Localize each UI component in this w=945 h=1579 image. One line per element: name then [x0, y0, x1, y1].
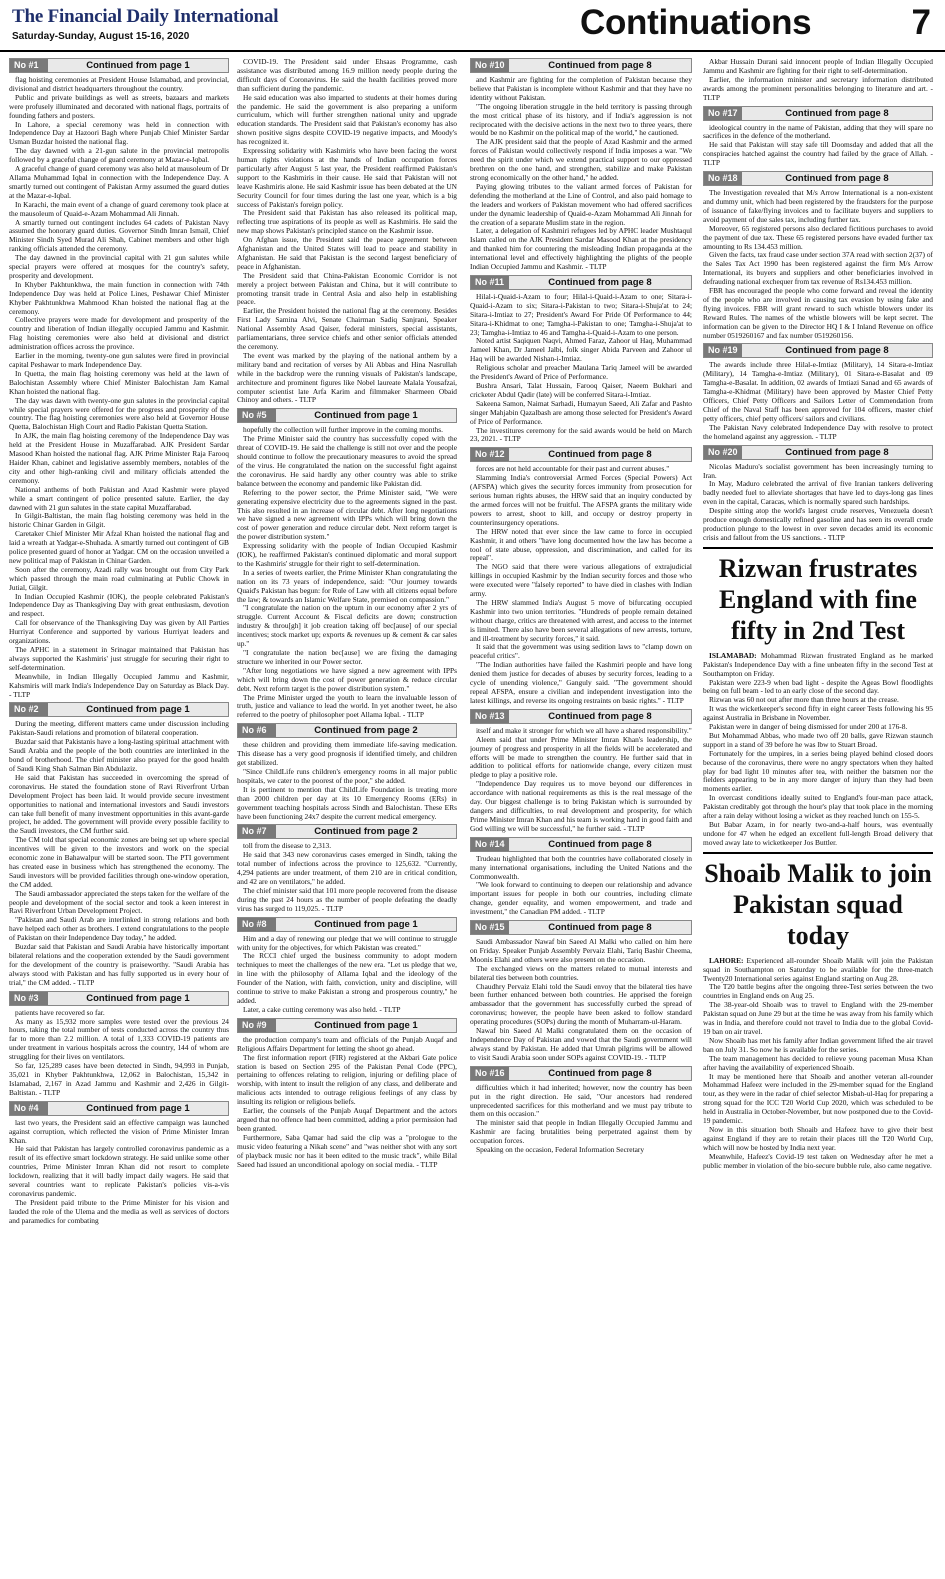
paragraph: Now in this situation both Shoaib and Hafeez have to give their best against England if they are to retain their places till the T20 World Cup, which will now be hosted by India next year. — [703, 1124, 933, 1152]
story-continued-label: Continued from page 1 — [48, 703, 228, 716]
paragraph: The RCCI chief urged the business community to adopt modern techniques to meet the challenges of the new era. "Let us pledge that we, in line with the philosophy of Allama Iqbal and the ideology of the Founder of the Nation, with faith, conviction, unity and discipline, will continue to strive to make Pakistan a strong and prosperous country," he added. — [237, 951, 457, 1005]
feature-lead — [703, 957, 933, 984]
story-tag — [237, 723, 457, 738]
paragraph: Collective prayers were made for development and prosperity of the country and liberation of Indian illegally occupied Jammu and Kashmir. Flag hoisting ceremonies were also held at divisional and district administration offices across the province. — [9, 315, 229, 352]
paragraph: A graceful change of guard ceremony was also held at mausoleum of Dr Allama Muhammad Iqbal in connection with the Independence Day. A smartly turned out contingent of Pakistan Army assumed the guard duties at the Mazar-e-Iqbal. — [9, 164, 229, 200]
story-continued-label: Continued from page 8 — [509, 59, 691, 72]
story-body — [703, 124, 933, 169]
lead-text: Mohammad Rizwan frustrated England as he marked Pakistan's Independence Day with a fine unbeaten fifty in the second Test at Southampton on Friday. — [703, 650, 933, 678]
continuation-story — [237, 1018, 457, 1170]
paragraph: Later, a cake cutting ceremony was also held. - TLTP — [243, 1004, 401, 1014]
feature-story-shoaib — [703, 852, 933, 1171]
column-3 — [470, 58, 692, 1573]
story-tag — [237, 917, 457, 932]
paragraph: But Babar Azam, in for nearly two-and-a-half hours, was eventually undone for 47 when he edged an excellent full-length Broad delivery that moved away late to wicketkeeper Jos Buttler. — [703, 820, 933, 847]
paragraph: Earlier, the information minister and secretary information distributed awards among the prominent personalities belonging to literature and art. - TLTP — [703, 74, 933, 102]
continuation-story — [9, 1101, 229, 1226]
continuation-story — [9, 991, 229, 1098]
paragraph: The investitures ceremony for the said awards would be held on March 23, 2021. - TLTP — [470, 425, 692, 444]
paragraph: In Indian Occupied Kashmir (IOK), the people celebrated Pakistan's Independence Day as Thanksgiving Day with great enthusiasm, devotion and respect. — [9, 591, 229, 619]
story-number: No #14 — [471, 838, 509, 851]
column-2 — [237, 58, 457, 1573]
story-number: No #4 — [10, 1102, 48, 1115]
continuation-story — [470, 920, 692, 1063]
story-body — [470, 1084, 692, 1155]
paragraph: Furthermore, Saba Qamar had said the clip was a "prologue to the music video featuring a Nikah scene" and "was neither shot with any sort of playback music nor has it been edited to the music track", while Bilal Saeed had issued an unconditional apology on social media. - TLTP — [237, 1132, 457, 1169]
story-body — [9, 720, 229, 987]
paragraph: "The Indian authorities have failed the Kashmiri people and have long denied them justice for decades of abuses by security forces, leading to a cycle of unending violence," Ganguly said. "The government should repeal AFSPA, ensure a civilian and independent investigation into the latest killings, and reverse its ongoing restraints on basic rights." - TLTP — [470, 660, 692, 705]
paragraph: Meanwhile, in Indian Illegally Occupied Jammu and Kashmir, Kahsmiris will mark India's Independence Day on Saturday as Black Day. - TLTP — [9, 671, 229, 699]
paragraph: toll from the disease to 2,313. — [243, 841, 332, 851]
column-4 — [703, 58, 933, 1573]
story-body — [703, 58, 933, 103]
paragraph: "Since ChildLife runs children's emergency rooms in all major public hospitals, we cater to the poorest of the poor," she added. — [237, 766, 457, 785]
story-number: No #7 — [238, 825, 276, 838]
story-body — [9, 1119, 229, 1226]
story-tag — [703, 171, 933, 186]
paragraph: The HRW noted that ever since the law came to force in occupied Kashmir, it and others "have long documented how the law has become a tool of state abuse, oppression, and discrimination, and called for its repeal". — [470, 526, 692, 563]
continuation-story — [470, 1066, 692, 1155]
paragraph: The President said that China-Pakistan Economic Corridor is not merely a project between Pakistan and China, but it will contribute to promoting transit trade in Central Asia and also help in establishing peace. — [237, 270, 457, 307]
continuation-story — [470, 709, 692, 834]
story-body — [237, 842, 457, 913]
paragraph: Akbar Hussain Durani said innocent people of Indian Illegally Occupied Jammu and Kashmir are fighting for their right to self-determination. — [703, 58, 933, 75]
paragraph: The CM told that special economic zones are being set up where special incentives will be given to the investors and work on the special economic zone in Bahawalpur will be started soon. The PTI government has created ease in business which has strengthened the economy. The Saudi investors will be provided facilities through one-window operation, the CM added. — [9, 835, 229, 889]
paragraph: The President said that Pakistan has also released its political map, reflecting true aspirations of its people as well as Kashmiris. He said the new map shows Pakistan's principled stance on the Kashmir issue. — [237, 208, 457, 236]
continuation-story — [470, 58, 692, 272]
paragraph: hopefully the collection will further improve in the coming months. — [243, 425, 443, 435]
paragraph: Pakistan were in danger of being dismissed for under 200 at 176-8. — [709, 722, 908, 732]
paragraph: ideological country in the name of Pakistan, adding that they will spare no sacrifices in the defence of the motherland. — [703, 122, 933, 141]
lead-text: Experienced all-rounder Shoaib Malik will join the Pakistan squad in Southampton on Saturday to be available for the three-match Twenty20 International series against England starting on Aug 28. — [703, 955, 933, 983]
paragraph: Speaking on the occasion, Federal Information Secretary — [476, 1145, 645, 1155]
story-continued-label: Continued from page 1 — [276, 918, 456, 931]
story-tag — [703, 343, 933, 358]
story-tag — [470, 1066, 692, 1081]
paragraph: flag hoisting ceremonies at President House Islamabad, and provincial, divisional and district headquarters throughout the country. — [9, 75, 229, 93]
story-number: No #2 — [10, 703, 48, 716]
paragraph: Given the facts, tax fraud case under section 37A read with section 2(37) of the Sales Tax Act 1990 has been registered against the firm M/s Arrow International, its buyers and suppliers and other beneficiaries involved in defrauding national exchequer from tax revenue of Rs134.453 million. — [703, 250, 933, 287]
paragraph: He said that Pakistan has succeeded in overcoming the spread of coronavirus. He stated the foundation stone of Ravi Riverfront Urban Development Project has been laid. It would provide secure investment opportunities to national and international investors and Saudi investors can take full benefit of many investment opportunities in this avant-garde project, he added. The government will provide every possible facility to the Saudi investors, the CM further said. — [9, 772, 229, 836]
paragraph: The awards include three Hilal-e-Imtiaz (Military), 14 Sitara-e-Imtiaz (Military), 14 Tamgha-e-Imtiaz (Military), 01 Sitara-e-Basalat and 09 Tamgha-e-Basalat. In addition, 02 awards of Imtiazi Sanad and 65 awards of Tamgha-e-Khidmat (Military) have been approved by Master Chief Petty Officers, Chief Petty Officers and Sailors Letter of Commendation from Chief of the Naval Staff has been approved for 104 officers, master chief petty officers, chief petty officers/ sailors and civilians. — [703, 360, 933, 423]
story-number: No #16 — [471, 1067, 509, 1080]
paragraph: Now Shoaib has met his family after Indian government lifted the air travel ban on July 31. So now he is available for the series. — [703, 1035, 933, 1054]
paragraph: In Quetta, the main flag hoisting ceremony was held at the lawn of Balochistan Assembly where Chief Minister Balochistan Jam Kamal Khan hoisted the national flag. — [9, 368, 229, 396]
paragraph: It may be mentioned here that Shoaib and another veteran all-rounder Mohammad Hafeez were included in the 29-member squad for the England tour, as they were in the radar of chief selector Misbah-ul-Haq for preparing a strong squad for the ICC T20 World Cup 2020, which was scheduled to be held in Australia in October-November, but now postponed due to the Covid-19 pandemic. — [703, 1071, 933, 1126]
paragraph: Call for observance of the Thanksgiving Day was given by All Parties Hurriyat Conference and supported by various Hurriyat leaders and organizations. — [9, 618, 229, 646]
story-tag — [470, 275, 692, 290]
paragraph: Soon after the ceremony, Azadi rally was brought out from City Park which passed through the main road culminating at Public Chowk in Jutial, Gilgit. — [9, 564, 229, 592]
story-tag — [470, 709, 692, 724]
paragraph: Chaudhry Pervaiz Elahi told the Saudi envoy that the bilateral ties have been further enhanced between both countries. He apprised the foreign ambassador that the government has successfully curbed the spread of coronavirus; however, the people have been asked to follow standard operating procedures (SOPs) during the month of Muharram-ul-Haram. — [470, 981, 692, 1027]
story-continued-label: Continued from page 2 — [276, 825, 456, 838]
story-tag — [237, 1018, 457, 1033]
paragraph: The event was marked by the playing of the national anthem by a military band and recitation of verses by Ali Abbas and Hina Nasrullah while in the backdrop were the running visuals of Pakistan's landscape, architecture and prominent figures like Nobel laureate Malala Yousafzai, computer scientist late Arfa Karim and filmmaker Sharmeen Obaid Chinoy and others. - TLTP — [237, 350, 457, 405]
paragraph: During the meeting, different matters came under discussion including Pakistan-Saudi relations and promotion of bilateral cooperation. — [9, 719, 229, 738]
story-body — [703, 361, 933, 441]
paragraph: National anthems of both Pakistan and Azad Kashmir were played while a smart contingent of police presented salute. Earlier, the day dawned with 21 gun salutes in the state capital Muzaffarabad. — [9, 484, 229, 512]
story-body — [470, 855, 692, 917]
paragraph: Expressing solidarity with Kashmiris who have been facing the worst human rights violations at the hands of Indian occupation forces particularly after August 5 last year, the President reaffirmed Pakistan's support to the Kashmiris in their cause. He said that Pakistan will not leave Kashmiris alone. He said Kashmir issue has been debated at the UN Security Council for four times during the last one year, which is a big success of Pakistan's foreign policy. — [237, 146, 457, 209]
continuation-story — [703, 171, 933, 340]
continuation-story — [470, 837, 692, 917]
paragraph: Paying glowing tributes to the valiant armed forces of Pakistan for defending the motherland at the Line of Control, and also paid homage to the leaders and workers of Pakistan movement who had offered sacrifices under the dynamic leadership of Quaid-e-Azam Mohammad Ali Jinnah for the creation of a separate Muslim state in the region. — [470, 181, 692, 227]
story-continued-label: Continued from page 8 — [742, 172, 932, 185]
paragraph: It is pertinent to mention that ChildLife Foundation is treating more than 2000 children per day at its 10 Emergency Rooms (ERs) in government teaching hospitals across Sindh and Balochistan. These ERs have been functioning 24x7 despite the current medical emergency. — [237, 784, 457, 821]
story-continued-label: Continued from page 8 — [509, 710, 691, 723]
story-number: No #6 — [238, 724, 276, 737]
paragraph: Saudi Ambassador Nawaf bin Saeed Al Malki who called on him here on Friday. Speaker Punjab Assembly Pervaiz Elahi, Tariq Bashir Cheema, Moonis Elahi and others were also present on the occasion. — [470, 937, 692, 964]
paragraph: Rizwan was 60 not out after more than three hours at the crease. — [709, 695, 899, 705]
paragraph: It was the wicketkeeper's second fifty in eight career Tests following his 95 against Australia in Brisbane in November. — [703, 704, 933, 723]
paragraph: In Lahore, a special ceremony was held in connection with Independence Day at Hazoori Bagh where Punjab Chief Minister Sardar Usman Buzdar hoisted the national flag. — [9, 119, 229, 147]
column-4-stories — [703, 58, 933, 543]
story-continued-label: Continued from page 1 — [276, 1019, 456, 1032]
story-number: No #8 — [238, 918, 276, 931]
paragraph: The day was dawn with twenty-one gun salutes in the provincial capital while special prayers were offered for the progress and prosperity of the country. The flag hoisting ceremonies were also held at Governor House Quetta, Balochistan High Court and Radio Pakistan Quetta Station. — [9, 395, 229, 432]
story-number: No #9 — [238, 1019, 276, 1032]
paragraph: In a series of tweets earlier, the Prime Minister Khan congratulating the nation on its 73 years of independence, said: "Our journey towards Quaid's Pakistan has begun: for Rule of Law with all citizens equal before the law; & towards an Islamic Welfare State, premised on compassion." — [237, 567, 457, 604]
story-tag — [703, 445, 933, 460]
story-number: No #17 — [704, 107, 742, 120]
paragraph: The Prime Minister said the country has successfully coped with the threat of COVID-19. He said the challenge is still not over and the people should continue to follow the precautionary measures to avoid the spread of the virus. He congratulated the nation on the successful fight against the coronavirus. He said hardly any other country was able to strike balance between the economy and pandemic like Pakistan did. — [237, 434, 457, 488]
paragraph: Trudeau highlighted that both the countries have collaborated closely in many international organisations, including the United Nations and the Commonwealth. — [470, 853, 692, 881]
paragraph: A smartly turned out contingent includes 64 cadets of Pakistan Navy assumed the honorary guard duties. Governor Sindh Imran Ismail, Chief Minister Sindh Syed Murad Ali Shah, Cabinet members and other high ranking officials attended the ceremony. — [9, 217, 229, 254]
feature-lead — [703, 652, 933, 679]
story-tag — [237, 408, 457, 423]
paragraph: The day dawned with a 21-gun salute in the provincial metropolis followed by a graceful change of guard ceremony at Mazar-e-Iqbal. — [9, 146, 229, 165]
paragraph: The President paid tribute to the Prime Minister for his vision and lauded the role of the Ulema and the media as well as services of doctors and paramedics for combating — [9, 1197, 229, 1225]
continuation-story — [703, 343, 933, 441]
paragraph: He said that Pakistan will stay safe till Doomsday and added that all the conspiracies hatched against the country had failed by the grace of Allah. - TLTP — [703, 140, 933, 168]
paragraph: Earlier, the President hoisted the national flag at the ceremony. Besides First Lady Samina Alvi, Senate Chairman Sadiq Sanjrani, Speaker National Assembly Asad Qaiser, federal ministers, special assistants, parliamentarians, three service chiefs and other senior officials attended the ceremony. — [237, 306, 457, 351]
paragraph: these children and providing them immediate life-saving medication. This disease has a very good prognosis if identified timely, and children get stabilized. — [237, 740, 457, 768]
paragraph: Aleem said that under Prime Minister Imran Khan's leadership, the journey of progress and prosperity in all the fields will be accelerated and efforts will be made to strengthen the country. He further said that in addition to political efforts for nationwide change, every citizen must pledge to play a positive role. — [470, 734, 692, 780]
continuation-story — [237, 723, 457, 821]
paragraph: Buzdar said that Pakistanis have a long-lasting spiritual attachment with Saudi Arabia and the people of the both countries are interlinked in the bond of brotherhood. The chief minister also prayed for the good health of Saudi King Shah Salman Bin Abdulaziz. — [9, 737, 229, 773]
paragraph: "Pakistan and Saudi Arab are interlinked in strong relations and both have helped each other as brothers. I extend congratulations to the people of Pakistan on their Independence Day today," he added. — [9, 915, 229, 943]
dateline: LAHORE: — [709, 955, 744, 965]
story-number: No #12 — [471, 448, 509, 461]
feature-headline: Shoaib Malik to join Pakistan squad today — [703, 852, 933, 951]
paragraph: "I congratulate the nation bec[ause] we are fixing the damaging structure we inherited in our Power sector. — [237, 648, 457, 666]
paragraph: In Karachi, the main event of a change of guard ceremony took place at the mausoleum of Quaid-e-Azam Mohammad Ali Jinnah. — [9, 199, 229, 218]
dateline: ISLAMABAD: — [709, 650, 757, 660]
paragraph: Noted artist Saqiquen Naqvi, Ahmed Faraz, Zahoor ul Haq, Muhammad Jameel Khan, Dr Jameel Jalbi, folk singer Abida Parveen and Zahoor ul Haq will be awarded Nishan-i-Imtiaz. — [470, 336, 692, 364]
paragraph: Earlier, the counsels of the Punjab Auqaf Department and the actors argued that no offence had been committed, adding a prior permission had been granted. — [237, 1106, 457, 1133]
story-body — [9, 1009, 229, 1098]
section-title: Continuations — [580, 3, 812, 42]
story-body — [237, 741, 457, 821]
paragraph: The Prime Minister urged the youth to learn the invaluable lesson of truth, justice and valiance to lead the world. In yet another tweet, he also referred to the poetry of philosopher poet Allama Iqbal. - TLTP — [237, 692, 457, 720]
story-continued-label: Continued from page 8 — [742, 344, 932, 357]
story-body — [470, 727, 692, 834]
paragraph: Caretaker Chief Minister Mir Afzal Khan hoisted the national flag and laid a wreath at Yadgar-e-Shuhada. A smartly turned out contingent of GB police presented guard of honor at Yadgar. CM on the occasion unveiled a new political map of Pakistan in Chinar Garden. — [9, 529, 229, 565]
paragraph: In Khyber Pakhtunkhwa, the main function in connection with 74th Independence Day was held at Police Lines, Peshawar Chief Minister Khyber Pakhtunkhwa Mahmood Khan hoisted the national flag at the ceremony. — [9, 279, 229, 316]
story-number: No #5 — [238, 409, 276, 422]
paragraph: Him and a day of renewing our pledge that we will continue to struggle with unity for the objectives, for which Pakistan was created." — [237, 933, 457, 952]
story-body — [9, 76, 229, 699]
story-body — [237, 1036, 457, 1170]
story-number: No #20 — [704, 446, 742, 459]
story-tag — [703, 106, 933, 121]
story-number: No #18 — [704, 172, 742, 185]
column-1 — [9, 58, 229, 1573]
story-continued-label: Continued from page 1 — [48, 992, 228, 1005]
paragraph: Referring to the power sector, the Prime Minister said, "We were generating expensive electricity due to the agreements signed in the past. This also resulted in an increase of circular debt. After long negotiations we have signed a new agreement with IPPs which will bring down the cost of power generation and reduce circular debt. Next reform target is the power distribution system." — [237, 487, 457, 542]
continuation-story — [470, 275, 692, 444]
paragraph: The day dawned in the provincial capital with 21 gun salutes while special prayers were offered at mosques for the country's safety, prosperity and development. — [9, 253, 229, 280]
paragraph: The exchanged views on the matters related to mutual interests and bilateral ties between both countries. — [470, 963, 692, 982]
paragraph: The 38-year-old Shoaib was to travel to England with the 29-member Pakistan squad on June 29 but at the time he was away from his family which was in India, and therefore could not travel to India due to the global Covid-19 ban on air travel. — [703, 1000, 933, 1036]
paragraph: itself and make it stronger for which we all have a shared responsibility." — [476, 725, 692, 735]
story-body — [470, 938, 692, 1063]
story-body — [237, 58, 457, 405]
continuation-story — [9, 58, 229, 699]
story-number: No #3 — [10, 992, 48, 1005]
paragraph: In Gilgit-Baltistan, the main flag hoisting ceremony was held in the historic Chinar Garden in Gilgit. — [9, 511, 229, 530]
paragraph: The HRW slammed India's August 5 move of bifurcating occupied Kashmir into two union territories. "Hundreds of people remain detained without charge, critics are threatened with arrest, and access to the internet is limited. There also have been several allegations of new arrests, torture, and ill-treatment by security forces," it said. — [470, 597, 692, 643]
story-tag — [9, 1101, 229, 1116]
story-tag — [470, 447, 692, 462]
paragraph: last two years, the President said an effective campaign was launched against corruption, which reflected the vision of Prime Minister Imran Khan. — [9, 1117, 229, 1145]
paragraph: Moreover, 65 registered persons also declared fictitious purchases to avoid the payment of due tax. These 65 registered persons have evaded further tax amounting to Rs 134.453 million. — [703, 223, 933, 251]
paragraph: Earlier in the morning, twenty-one gun salutes were fired in provincial capital Peshawar to mark Independence Day. — [9, 351, 229, 369]
paragraph: The Investigation revealed that M/s Arrow International is a non-existent and dummy unit, which had been registered by the fraudsters for the purpose of issuance of fake/flying invoices and to facilitate buyers and suppliers to avoid payment of due sales tax, including further tax. — [703, 188, 933, 224]
paragraph: So far, 125,289 cases have been detected in Sindh, 94,993 in Punjab, 35,021 in Khyber Pakhtunkhwa, 12,062 in Balochistan, 15,342 in Islamabad, 2,167 in Azad Jammu and Kashmir and 2,426 in Gilgit-Baltistan. - TLTP — [9, 1061, 229, 1097]
paragraph: The team management has decided to relieve young paceman Musa Khan after having the availability of experienced Shoaib. — [703, 1053, 933, 1072]
paragraph: But Mohammad Abbas, who made two off 20 balls, gave Rizwan staunch support in a stand of 39 before he was lbw to Stuart Broad. — [703, 730, 933, 749]
story-tag — [470, 58, 692, 73]
paragraph: Bushra Ansari, Talat Hussain, Farooq Qaiser, Naeem Bukhari and cricketer Abdul Qadir (late) will be conferred Sitara-i-Imtiaz. — [470, 381, 692, 399]
paragraph: Public and private buildings as well as streets, bazaars and markets were profusely illuminated and decorated with national flags, portraits of founding fathers and posters. — [9, 92, 229, 120]
paragraph: In May, Maduro celebrated the arrival of five Iranian tankers delivering badly needed fuel to alleviate shortages that have led to days-long gas lines even in the capital, Caracas, which is normally spared such hardships. — [703, 479, 933, 507]
story-tag — [9, 58, 229, 73]
continuation-story — [703, 445, 933, 543]
paragraph: As many as 15,932 more samples were tested over the previous 24 hours, taking the total number of tests conducted across the country thus far to more than 2.2 million. A total of 1,333 COVID-19 patients are under treatment in various hospitals across the country, 144 of whom are struggling for their lives on ventilators. — [9, 1016, 229, 1062]
story-tag — [237, 824, 457, 839]
continuation-story — [237, 58, 457, 405]
paragraph: The NGO said that there were various allegations of extrajudicial killings in occupied Kashmir by the Indian security forces and those who were executed were "falsely reported" to have died in clashes with Indian army. — [470, 562, 692, 599]
paragraph: and Kashmir are fighting for the completion of Pakistan because they believe that Pakistan is incomplete without Kashmir and that they have no identity without Pakistan. — [470, 75, 692, 102]
paragraph: Slamming India's controversial Armed Forces (Special Powers) Act (AFSPA) which gives the security forces immunity from prosecution for serious human rights abuses, the HRW said that an inquiry conducted by the armed forces will not be fruitful. The AFSPA grants the military wide powers to arrest, shoot to kill, and occupy or destroy property in counterinsurgency operations. — [470, 473, 692, 527]
newspaper-name: The Financial Daily International — [12, 6, 279, 27]
paragraph: The chief minister said that 101 more people recovered from the disease during the past 24 hours as the number of people defeating the deadly virus has surged to 119,025. - TLTP — [237, 885, 457, 913]
story-continued-label: Continued from page 1 — [276, 409, 456, 422]
story-body — [470, 76, 692, 272]
feature-body — [703, 652, 933, 848]
story-body — [703, 463, 933, 543]
paragraph: COVID-19. The President said under Ehsaas Programme, cash assistance was distributed among 16.9 million needy people during the difficult days of Coronavirus. He said the health facilities proved more than sufficient during the pandemic. — [237, 58, 457, 93]
page-number: 7 — [911, 3, 931, 42]
continuation-story — [237, 408, 457, 720]
paragraph: It said that the government was using sedition laws to "clamp down on peaceful critics". — [470, 642, 692, 661]
story-number: No #10 — [471, 59, 509, 72]
story-continued-label: Continued from page 8 — [509, 276, 691, 289]
paragraph: patients have recovered so far. — [15, 1007, 105, 1017]
paragraph: The AJK president said that the people of Azad Kashmir and the armed forces of Pakistan would collectively respond if India imposes a war. "We need the spirit under which we extend practical support to our oppressed brethren on the one hand, and strengthen, stabilize and make Pakistan strong economically on the other hand," he added. — [470, 137, 692, 182]
story-tag — [9, 702, 229, 717]
paragraph: Despite sitting atop the world's largest crude reserves, Venezuela doesn't produce enough domestically refined gasoline and has seen its overall crude production plunge to the lowest in over seven decades amid its economic crisis and fallout from the US sanctions. - TLTP — [703, 506, 933, 542]
paragraph: On Afghan issue, the President said the peace agreement between Afghanistan and the United States will lead to peace and stability in Afghanistan. He said that Pakistan is the second largest beneficiary of peace in Afghanistan. — [237, 235, 457, 271]
paragraph: forces are not held accountable for their past and current abuses." — [476, 464, 670, 474]
paragraph: The Saudi ambassador appreciated the steps taken for the welfare of the people and development of the social sector and took a keen interest in Ravi Riverfront Urban Development Project. — [9, 888, 229, 916]
paragraph: Fortunately for the umpires, in a series being played behind closed doors because of the coronavirus, there were no angry spectators when they halted play for bad light 10 minutes after tea, with neither the batsmen nor the fielders appearing to be in any more danger of injury than they had been moments earlier. — [703, 748, 933, 794]
feature-headline: Rizwan frustrates England with fine fifty in 2nd Test — [703, 547, 933, 646]
story-body — [470, 465, 692, 705]
paragraph: The APHC in a statement in Srinagar maintained that Pakistan has always supported the Kashmiris' just struggle for securing their right to self-determination. — [9, 645, 229, 672]
paragraph: Expressing solidarity with the people of Indian Occupied Kashmir (IOK), he reaffirmed Pakistan's continued diplomatic and moral support to the Kashmiris' struggle for their right to self-determination. — [237, 541, 457, 568]
paragraph: "I congratulate the nation on the upturn in our economy after 2 yrs of struggle. Current Account & Fiscal deficits are down; construction industry & throu[gh] it job creation taking off bec[ause] of our special incentives; stock market up; exports & revenues up & cement & car sales up." — [237, 603, 457, 649]
continuation-story — [470, 447, 692, 705]
paragraph: the production company's team and officials of the Punjab Auqaf and Religious Affairs Department for letting the shoot go ahead. — [237, 1034, 457, 1053]
story-body — [237, 426, 457, 720]
paragraph: "After long negotiations we have signed a new agreement with IPPs which will bring down the cost of power generation & reduce circular debt. Next reform target is the power distribution system." — [237, 665, 457, 693]
paragraph: Sakeena Samon, Naimat Sarhadi, Humayun Saeed, Ali Zafar and Pashto singer Mahjabin Qazalbash are among those selected for President's Award of Price of Performance. — [470, 398, 692, 426]
continuation-story — [237, 917, 457, 1015]
story-number: No #19 — [704, 344, 742, 357]
story-continued-label: Continued from page 2 — [276, 724, 456, 737]
paragraph: FBR has encouraged the people who come forward and reveal the identity of the people who are involved in causing tax evasion by using fake and flying invoices. FBR will grant reward to such whistle blowers under its Reward Rules. The names of the whistle blowers will be kept secret. The information can be given to the Director HQ I & I Inland Revenue on office number 0519260167 and fax number 0519260156. — [703, 286, 933, 340]
story-continued-label: Continued from page 1 — [48, 59, 228, 72]
story-number: No #11 — [471, 276, 509, 289]
paragraph: The Pakistan Navy celebrated Independence Day with resolve to protect the homeland against any aggression. - TLTP — [703, 422, 933, 441]
story-tag — [9, 991, 229, 1006]
paragraph: Nawaf bin Saeed Al Malki congratulated them on the occasion of Independence Day of Pakistan and vowed that the Saudi government will always stand by Pakistan. He added that Umrah pilgrims will be allowed to visit Saudi Arabia soon under SOPs against COVID-19. - TLTP — [470, 1026, 692, 1062]
issue-date: Saturday-Sunday, August 15-16, 2020 — [12, 31, 190, 42]
story-number: No #15 — [471, 921, 509, 934]
story-continued-label: Continued from page 8 — [742, 107, 932, 120]
story-number: No #13 — [471, 710, 509, 723]
feature-story-rizwan — [703, 547, 933, 848]
paragraph: Buzdar said that Pakistan and Saudi Arabia have historically important bilateral relations and the cooperation extended by the Saudi government for the development of the country is praiseworthy. "Saudi Arabia has always stood with Pakistan and has fully supported us in every hour of trial," the CM added. - TLTP — [9, 942, 229, 987]
story-continued-label: Continued from page 8 — [509, 838, 691, 851]
paragraph: In AJK, the main flag hoisting ceremony of the Independence Day was held at the President House in Muzaffarabad. AJK President Sardar Masood Khan hoisted the national flag. AJK Prime Minister Raja Farooq Haider Khan, cabinet and legislative assembly members, notables of the city and other high-ranking civil and military officials attended the ceremony. — [9, 431, 229, 485]
story-body — [237, 935, 457, 1015]
story-tag — [470, 837, 692, 852]
story-tag — [470, 920, 692, 935]
continuation-story — [9, 702, 229, 987]
paragraph: difficulties which it had inherited; however, now the country has been put in the right direction. He said, "Our ancestors had rendered unprecedented sacrifices for this motherland and we must pay tribute to them on this occasion." — [470, 1082, 692, 1119]
feature-body — [703, 957, 933, 1171]
continuation-story — [237, 824, 457, 913]
masthead — [0, 0, 945, 52]
paragraph: Meanwhile, Hafeez's Covid-19 test taken on Wednesday after he met a public member in violation of the bio-secure bubble rule, also came negative. — [703, 1151, 933, 1170]
paragraph: In overcast conditions ideally suited to England's four-man pace attack, Pakistan creditably got through the hour's play that took place in the morning after a rain delay without losing a wicket as they reached lunch on 155-5. — [703, 793, 933, 821]
story-continued-label: Continued from page 1 — [48, 1102, 228, 1115]
story-body — [470, 293, 692, 444]
paragraph: Religious scholar and preacher Maulana Tariq Jameel will be awarded the President's Award of Price of Performance. — [470, 363, 692, 382]
paragraph: Nicolas Maduro's socialist government has been increasingly turning to Iran. — [703, 461, 933, 480]
story-continued-label: Continued from page 8 — [509, 921, 691, 934]
paragraph: "The ongoing liberation struggle in the held territory is passing through the most critical phase of its history, and if India's aggression is not reciprocated with the decisive actions in the next two to three years, there would be no Kashmir on the political map of the world," he cautioned. — [470, 101, 692, 138]
paragraph: "We look forward to continuing to deepen our relationship and advance important issues for people in both our countries, including climate change, gender equality, and women empowerment, and trade and investment," the Canadian PM added. - TLTP — [470, 880, 692, 917]
story-continued-label: Continued from page 8 — [742, 446, 932, 459]
paragraph: Pakistan were 223-9 when bad light - despite the Ageas Bowl floodlights being on full beam - led to an early close of the second day. — [703, 677, 933, 696]
paragraph: The first information report (FIR) registered at the Akbari Gate police station is based on Section 295 of the Pakistan Penal Code (PPC), pertaining to offences relating to religion, injuring or defiling place of worship, with intent to insult the religion of any class, and deliberate and malicious acts intended to outrage religious feelings of any class by insulting its religion or religious beliefs. — [237, 1052, 457, 1107]
paragraph: "Independence Day requires us to move beyond our differences in accordance with national requirements as this is the real message of the day. Our biggest challenge is to bring Pakistan which is surrounded by dangers and difficulties, to real development and prosperity, for which Prime Minister Imran Khan and his team is working hard in good faith and God willing we will be successful," he further said. - TLTP — [470, 779, 692, 833]
paragraph: He said that 343 new coronavirus cases emerged in Sindh, taking the total number of infections across the province to 125,632. "Currently, 4,294 patients are under treatment, of them 210 are in critical condition, and 42 are on ventilators," he added. — [237, 850, 457, 887]
continuation-story — [703, 106, 933, 169]
paragraph: The minister said that people in Indian Illegally Occupied Jammu and Kashmir are facing brutalities being perpetrated against them by occupation forces. — [470, 1118, 692, 1146]
paragraph: Hilal-i-Quaid-i-Azam to four; Hilal-i-Quaid-i-Azam to one; Sitara-i-Quaid-i-Azam to six; Sitara-i-Pakistan to two; Sitara-i-Shuja'at to 24; Sitara-i-Imtiaz to 27; President's Award For Pride Of Performance to 44; Sitara-i-Khidmat to one; Tamgha-i-Pakistan to one; Tamgha-i-Shuja'at to 23; Tamgha-i-Imtiaz to 46 and Tamgha-i-Quaid-i-Azam to one person. — [470, 291, 692, 337]
story-continued-label: Continued from page 8 — [509, 1067, 691, 1080]
paragraph: The T20 battle begins after the ongoing three-Test series between the two countries in England ends on Aug 25. — [703, 982, 933, 1001]
continuation-story — [703, 58, 933, 103]
paragraph: He said that Pakistan has largely controlled coronavirus pandemic as a result of its effective smart lockdown strategy. He said unlike some other countries, Prime Minister Imran Khan did not resort to complete lockdown, realizing that it will badly impact daily wagers. He said that several countries want to replicate Pakistan's policies vis-a-vis coronavirus pandemic. — [9, 1144, 229, 1198]
paragraph: He said education was also imparted to students at their homes during the pandemic. He said the government is also preparing a uniform curriculum, which will further strengthen national unity and upgrade education standards. The President said that Pakistan's economy has also shown positive signs despite COVID-19 negative impacts, and Moody's has recognized it. — [237, 92, 457, 147]
story-body — [703, 189, 933, 340]
story-number: No #1 — [10, 59, 48, 72]
story-continued-label: Continued from page 8 — [509, 448, 691, 461]
paragraph: Later, a delegation of Kashmiri refugees led by APHC leader Mushtaqul Islam called on the AJK President Sardar Masood Khan at the presidency and thanked him for countering the misleading Indian propaganda at the international level and effectively highlighting the plights of the people Indian Occupied Jammu and Kashmir. - TLTP — [470, 226, 692, 272]
